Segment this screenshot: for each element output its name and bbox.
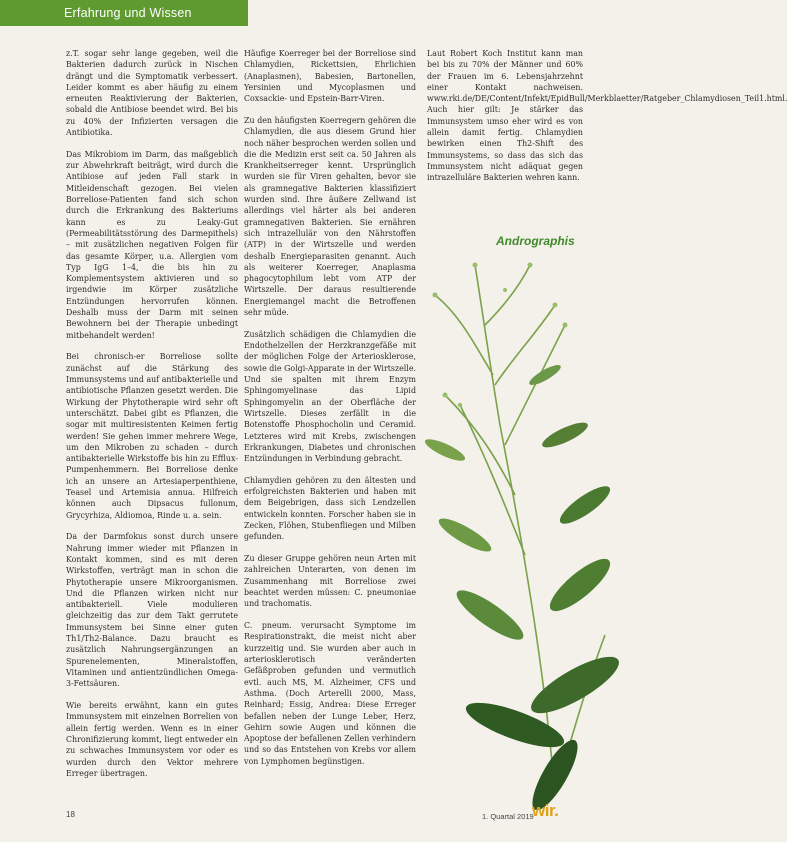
paragraph: Chlamydien gehören zu den ältesten und erfolgreichsten Bakterien und haben mit dem Beigebrigen, dass sich Lendzellen entwickeln konnten. Forscher haben sie in Zecken, Flöhen, Stubenfliegen und Milben gefunden. [244,475,416,542]
section-title: Erfahrung und Wissen [64,6,192,20]
text-column-3 [427,48,787,194]
paragraph: Wie bereits erwähnt, kann ein gutes Immunsystem mit einzelnen Borrelien von allein fertig werden. Wenn es in einer Chronifizierung kommt, liegt entweder ein zu schwaches Immunsystem vor oder es wurden durch den Vektor mehrere Erreger übertragen. [66,701,238,778]
paragraph: z.T. sogar sehr lange gegeben, weil die Bakterien dadurch zurück in Nischen drängt und die Symptomatik verbessert. Leider kommt es aber häufig zu einem erneuten Reaktivierung der Bakterien, sobald die Antibiose beendet wird. Bei bis zu 40% der Infizierten versagen die Antibiotika. [66,49,238,138]
paragraph: Bei chronisch-er Borreliose sollte zunächst auf die Stärkung des Immunsystems und auf antibakterielle und antibiotische Pflanzen gesetzt werden. Die Wirkung der Phytotherapie wird sehr oft unterschätzt. Dabei gibt es Pflanzen, die sogar mit multiresistenten Keimen fertig werden! Sie gehen immer mehrere Wege, um den Mikroben zu schaden – durch antibakterielle Wirkstoffe bis hin zu Efflux-Pumpenhemmern. Bei Borreliose denke ich an unsere an Artesiaperpenthiene, Teasel und Artemisia annua. Hilfreich können auch Dipsacus fullonum, Grycyrhiza, Aldiomoa, Rinde u. a. sein. [66,352,238,520]
paragraph: Häufige Koerreger bei der Borreliose sind Chlamydien, Rickettsien, Ehrlichien (Anaplasmen), Babesien, Bartonellen, Yersinien und Mycoplasmen und Coxsackie- und Epstein-Barr-Viren. [244,49,416,104]
page-number: 18 [66,810,75,819]
text-column-2 [244,48,416,778]
plant-buds [433,263,568,408]
magazine-logo: wir. [532,801,559,820]
paragraph: Zu den häufigsten Koerregern gehören die Chlamydien, die aus diesem Grund hier noch näher besprochen werden sollen und die die Medizin erst seit ca. 50 Jahren als Krankheitserreger kennt. Ursprünglich wurden sie für Viren gehalten, bevor sie als gramnegative Bakterien klassifiziert wurden sind. Ihre äußere Zellwand ist allerdings viel härter als bei anderen gramnegativen Bakterien. Sie ernähren sich intrazellulär von den Nährstoffen (ATP) in der Wirtszelle und werden deshalb Energieparasiten genannt. Auch als weiterer Koerreger, Anaplasma phagocytophilum lebt vom ATP der Wirtszelle. Der daraus resultierende Energiemangel macht die Betroffenen sehr müde. [244,115,416,318]
paragraph: Das Mikrobiom im Darm, das maßgeblich zur Abwehrkraft beiträgt, wird durch die Antibiose auf jeden Fall stark in Mitleidenschaft gezogen. Bei vielen Borreliose-Patienten fand sich schon durch die Erkrankung des Bakteriums kann es zu Leaky-Gut (Permeabilitätsstörung des Darmepithels) – mit zusätzlichen negativen Folgen für das gesamte Körper, u.a. Allergien vom Typ IgG 1–4, die bis hin zu Komplementsystem aktivieren und so irgendwie im Körper zusätzliche Entzündungen hervorrufen können. Deshalb muss der Darm mit seinen Bewohnern bei der Therapie unbedingt mitbehandelt werden! [66,149,238,340]
paragraph: C. pneum. verursacht Symptome im Respirationstrakt, die meist nicht aber kurzzeitig und. Sie wurden aber auch in arteriosklerotisch veränderten Gefäßproben gefunden und vermutlich evtl. auch MS, M. Alzheimer, CFS und Asthma. (Doch Arterelli 2000, Mass, Reinhard; Essig, Andrea: Diese Erreger befallen neben der Lunge Leber, Herz, Gehirn sowie Augen und können die Apoptose der befallenen Zellen verhindern und so das Entstehen von Krebs vor allem von Lymphomen begünstigen. [244,621,416,766]
plant-leaves [423,362,626,816]
paragraph: Laut Robert Koch Institut kann man bei bis zu 70% der Männer und 60% der Frauen im 6. Lebensjahrzehnt einer Kontakt nachweisen. www.rki.de/DE/Content/Infekt/EpidBull/Merkblaetter/Ratgeber_Chlamydiosen_Teil1.html. Auch hier gilt: Je stärker das Immunsystem umso eher wird es von allein damit fertig. Chlamydien bewirken einen Th2-Shift des Immunsystems, so dass das sich das Immunsystem nicht adäquat gegen intrazelluläre Bakterien wehren kann. [427,49,787,183]
paragraph: Zu dieser Gruppe gehören neun Arten mit zahlreichen Unterarten, von denen im Zusammenhang mit Borreliose zwei beachtet werden müssen: C. pneumoniae und trachomatis. [244,554,416,609]
paragraph: Zusätzlich schädigen die Chlamydien die Endothelzellen der Herzkranzgefäße mit der möglichen Folge der Arteriosklerose, sowie die Golgi-Apparate in der Wirtszelle. Und sie spalten mit ihrem Enzym Sphingomyelinase das Lipid Sphingomyelin an der Oberfläche der Wirtszelle. Dieses zerfällt in die Botenstoffe Phosphocholin und Ceramid. Letzteres wird mit Krebs, zwischengen Erkrankungen, Diabetes und chronischen Entzündungen in Verbindung gebracht. [244,329,416,464]
text-column-1 [66,48,238,790]
andrographis-plant-illustration [405,255,610,795]
plant-caption: Andrographis [496,234,575,248]
issue-label: 1. Quartal 2019 [482,812,534,821]
paragraph: Da der Darmfokus sonst durch unsere Nahrung immer wieder mit Pflanzen in Kontakt kommen, sind es mit deren Wirkstoffen, verträgt man in schon die Phytotherapie unsere Mikroorganismen. Und die Pflanzen wirken nicht nur antibakteriell. Viele modulieren gleichzeitig das zur dem Takt gerrutete Immunsystem bei Sinne einer guten Th1/Th2-Balance. Dazu braucht es zusätzlich Nahrungsergänzungen an Spurenelementen, Mineralstoffen, Vitaminen und antientzündlichen Omega-3-Fettsäuren. [66,532,238,689]
